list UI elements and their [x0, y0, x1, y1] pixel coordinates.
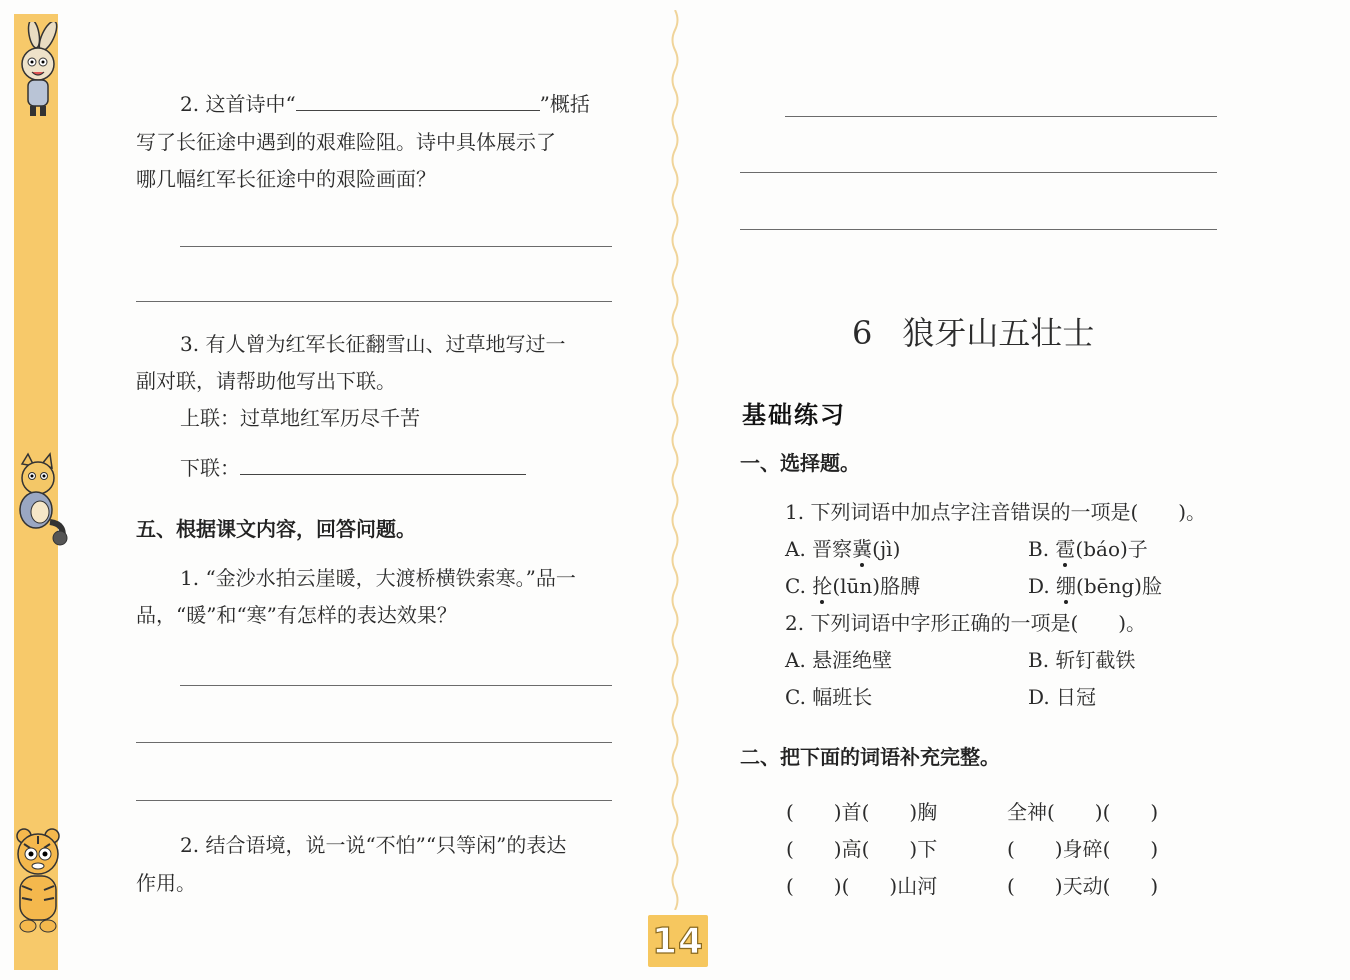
page-number: 14 [651, 920, 705, 962]
chapter-title: 6 狼牙山五壮士 [852, 314, 1095, 352]
cat-mascot-icon [6, 452, 74, 548]
fill-item-r3c1[interactable]: ( )( )山河 [786, 874, 938, 898]
answer-line[interactable] [180, 246, 612, 247]
q1-option-a[interactable]: A. 晋察冀(jì) [785, 537, 901, 561]
answer-line[interactable] [740, 229, 1217, 230]
q1-option-d[interactable]: D. 绷(bēng)脸 [1028, 574, 1162, 598]
q1-option-c[interactable]: C. 抡(lūn)胳膊 [785, 574, 921, 598]
answer-line[interactable] [136, 301, 612, 302]
right-q1: 1. 下列词语中加点字注音错误的一项是( )。 [785, 500, 1207, 524]
fill-item-r2c2[interactable]: ( )身碎( ) [1007, 837, 1159, 861]
answer-line[interactable] [136, 742, 612, 743]
section-five-heading: 五、根据课文内容，回答问题。 [136, 517, 416, 541]
left-s5q1-line1: 1. “金沙水拍云崖暖，大渡桥横铁索寒。”品一 [180, 566, 576, 590]
gutter-wavy-line [668, 10, 682, 910]
answer-line[interactable] [785, 116, 1217, 117]
left-q2-line3: 哪几幅红军长征途中的艰险画面？ [136, 167, 436, 191]
left-s5q1-line2: 品，“暖”和“寒”有怎样的表达效果？ [136, 603, 457, 627]
page-number-badge [648, 915, 708, 967]
fill-item-r2c1[interactable]: ( )高( )下 [786, 837, 938, 861]
left-q3-lower-couplet: 下联： [180, 450, 526, 487]
answer-blank[interactable] [240, 454, 526, 475]
left-s5q2-line2: 作用。 [136, 871, 196, 895]
tiger-mascot-icon [6, 822, 74, 938]
left-q3-line2: 副对联，请帮助他写出下联。 [136, 369, 396, 393]
q1-option-b[interactable]: B. 雹(báo)子 [1028, 537, 1148, 561]
answer-blank[interactable] [296, 90, 540, 111]
q2-option-b[interactable]: B. 斩钉截铁 [1028, 648, 1136, 672]
left-q2-line2: 写了长征途中遇到的艰难险阻。诗中具体展示了 [136, 130, 556, 154]
rabbit-mascot-icon [6, 22, 74, 118]
q2-option-c[interactable]: C. 幅班长 [785, 685, 873, 709]
left-q2-line1: 2. 这首诗中“ ”概括 [180, 92, 590, 116]
basic-practice-title: 基础练习 [742, 401, 846, 429]
section-two-heading: 二、把下面的词语补充完整。 [740, 745, 1000, 769]
section-one-heading: 一、选择题。 [740, 451, 860, 475]
q2-option-d[interactable]: D. 日冠 [1028, 685, 1097, 709]
q2-option-a[interactable]: A. 悬涯绝壁 [785, 648, 893, 672]
left-q3-upper-couplet: 上联：过草地红军历尽千苦 [180, 406, 420, 430]
fill-item-r1c1[interactable]: ( )首( )胸 [786, 800, 938, 824]
answer-line[interactable] [136, 800, 612, 801]
fill-item-r1c2[interactable]: 全神( )( ) [1007, 800, 1159, 824]
left-q3-line1: 3. 有人曾为红军长征翻雪山、过草地写过一 [180, 332, 566, 356]
right-q2: 2. 下列词语中字形正确的一项是( )。 [785, 611, 1147, 635]
left-s5q2-line1: 2. 结合语境，说一说“不怕”“只等闲”的表达 [180, 833, 567, 857]
answer-line[interactable] [180, 685, 612, 686]
answer-line[interactable] [740, 172, 1217, 173]
fill-item-r3c2[interactable]: ( )天动( ) [1007, 874, 1159, 898]
